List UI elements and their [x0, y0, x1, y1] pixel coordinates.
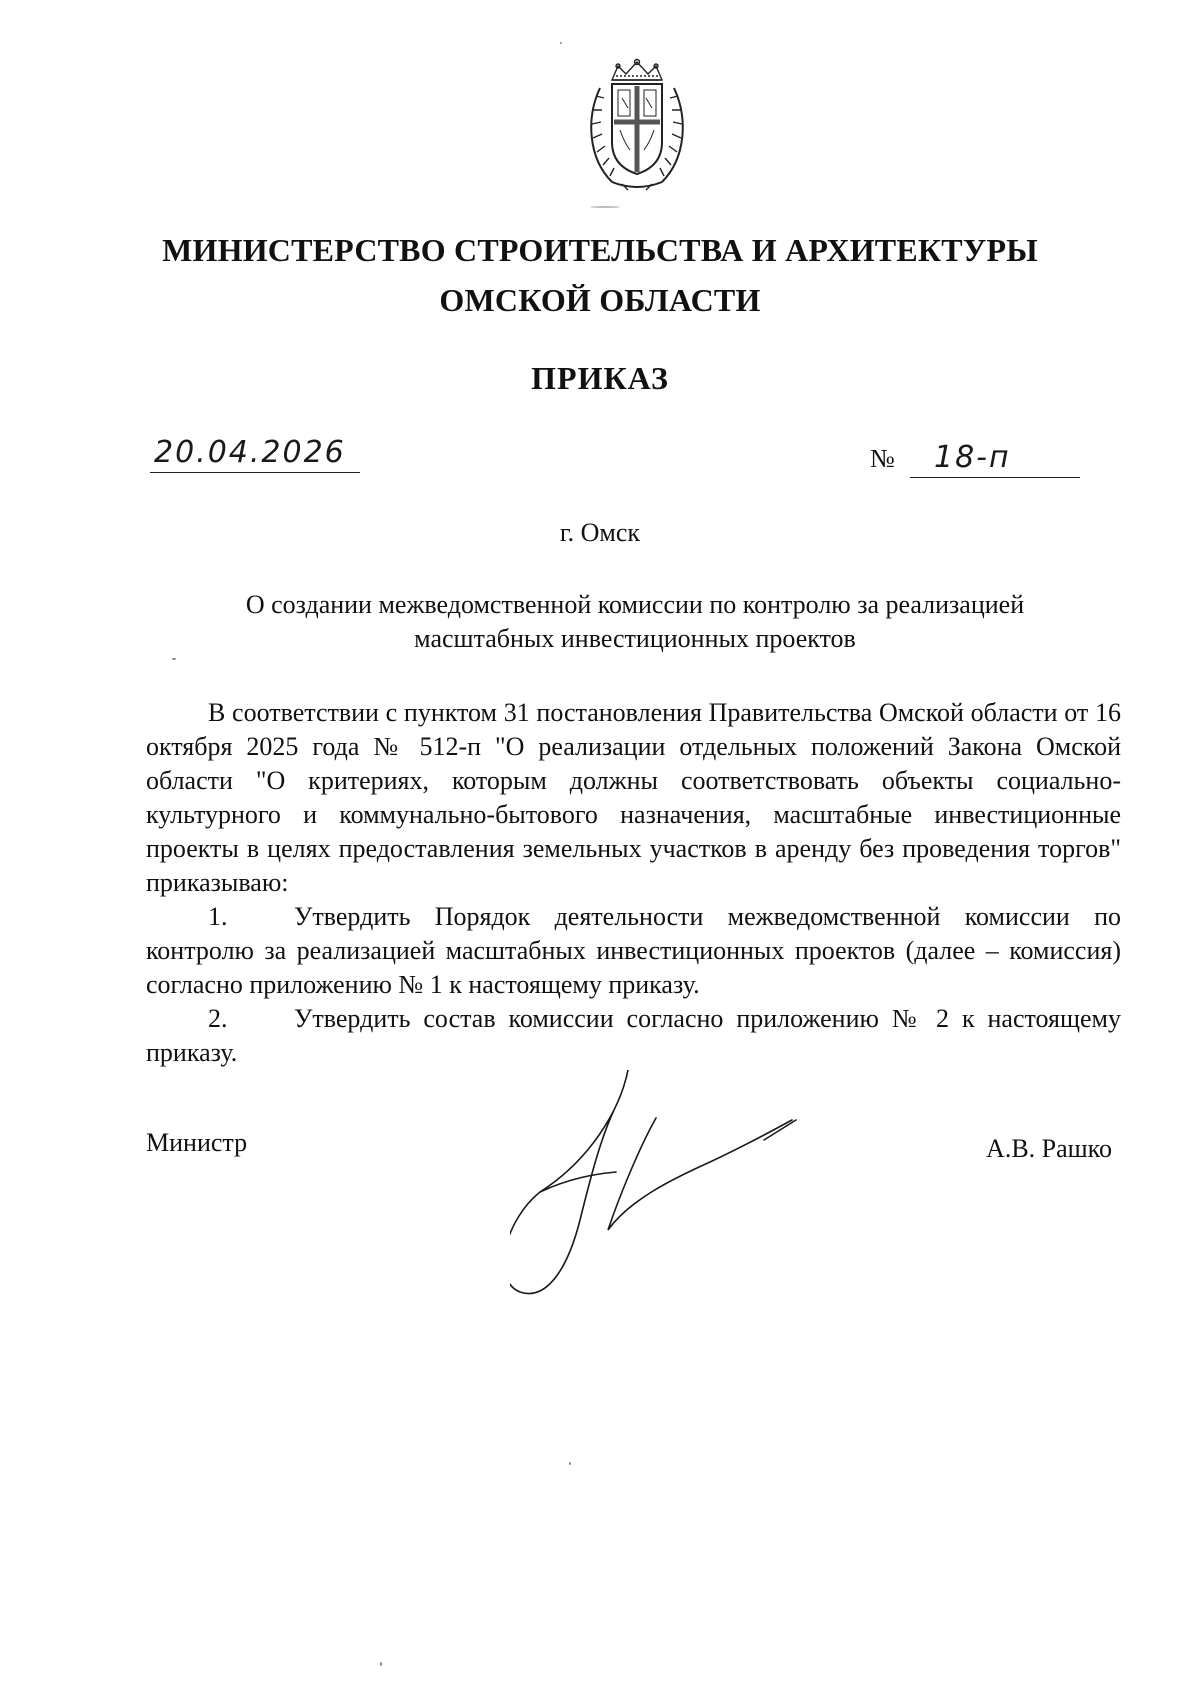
coat-of-arms-icon	[582, 58, 692, 192]
scan-speck	[380, 1662, 382, 1666]
scan-speck	[590, 206, 620, 208]
subject-line2: масштабных инвестиционных проектов	[414, 624, 856, 653]
list-item-text: Утвердить Порядок деятельности межведомственной комиссии по контролю за реализацией масштабных инвестиционных проектов (далее – комиссия) согласно приложению № 1 к настоящему приказу.	[146, 902, 1121, 999]
preamble-paragraph: В соответствии с пунктом 31 постановления Правительства Омской области от 16 октября 2025 года № 512-п "О реализации отдельных положений Закона Омской области "О критериях, которым должны соответствовать объекты социально-культурного и коммунально-бытового назначения, масштабные инвестиционные проекты в целях предоставления земельных участков в аренду без проведения торгов" приказываю:	[146, 698, 1121, 897]
document-type: ПРИКАЗ	[531, 360, 669, 396]
date-field	[150, 432, 360, 473]
document-number-area	[870, 438, 1080, 478]
signatory-name: А.В. Рашко	[986, 1134, 1112, 1163]
document-body	[146, 696, 1121, 1070]
number-field	[910, 437, 1080, 478]
handwritten-signature	[510, 1070, 850, 1310]
list-item-text: Утвердить состав комиссии согласно приложению № 2 к настоящему приказу.	[146, 1004, 1121, 1067]
scan-speck	[560, 42, 562, 44]
list-item-number: 2.	[208, 1004, 228, 1033]
signatory-role: Министр	[146, 1128, 248, 1157]
list-item-number: 1.	[208, 902, 228, 931]
list-item	[146, 1002, 1121, 1070]
subject-line1: О создании межведомственной комиссии по контролю за реализацией	[245, 590, 1025, 619]
document-subject	[150, 588, 1120, 656]
scan-speck	[172, 658, 176, 660]
list-item	[146, 900, 1121, 1002]
city: г. Омск	[559, 518, 641, 547]
document-date: 20.04.2026	[154, 435, 346, 470]
scan-speck	[569, 1462, 571, 1465]
ministry-name-line2: ОМСКОЙ ОБЛАСТИ	[439, 282, 761, 318]
ministry-name-line1: МИНИСТЕРСТВО СТРОИТЕЛЬСТВА И АРХИТЕКТУРЫ	[162, 232, 1038, 268]
number-sign: №	[870, 444, 895, 473]
document-number: 18-п	[934, 440, 1011, 475]
